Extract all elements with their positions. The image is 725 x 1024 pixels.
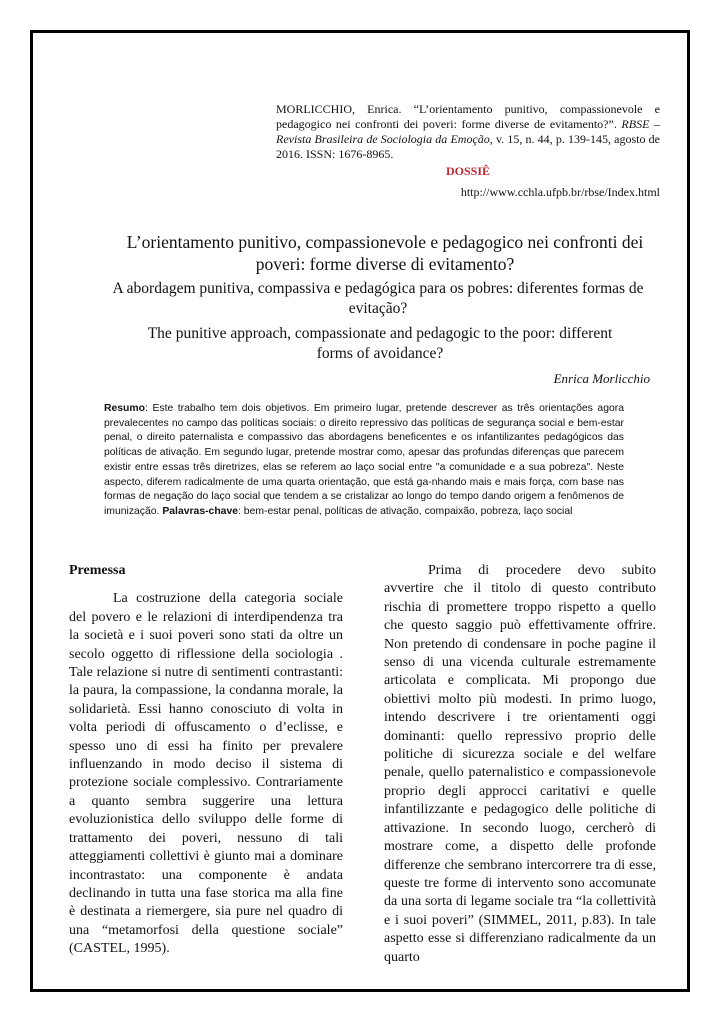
- keywords-text: : bem-estar penal, políticas de ativação, compaixão, pobreza, laço social: [238, 505, 573, 517]
- journal-url[interactable]: http://www.cchla.ufpb.br/rbse/Index.html: [460, 185, 660, 199]
- title-italian: L’orientamento punitivo, compassionevole e pedagogico nei confronti dei poveri: forme diverse di evitamento?: [126, 232, 644, 274]
- body-paragraph-right: Prima di procedere devo subito avvertire che il titolo di questo contributo rischia di promettere troppo rispetto a quello che questo saggio può effettivamente offrire. Non pretendo di condensare in poche pagine il senso di una vicenda culturale estremamente articolata e complicata. Mi propongo due obiettivi molto più modesti. In primo luogo, intendo descrivere i tre orientamenti oggi dominanti: quello repressivo proprio delle politiche di sicurezza sociale e del welfare penale, quello paternalistico e compassionevole proprio degli approcci caritativi e quelle infantilizzante e pedagogico delle politiche di attivazione. In secondo luogo, cercherò di mostrare come, a dispetto delle profonde differenze che sembrano intercorrere tra di esse, queste tre forme di intervento sono accomunate da una sorta di legame sociale tra “la collettività e i suoi poveri” (SIMMEL, 2011, p.83). In tale aspetto esse si differenziano radicalmente da un quarto: [384, 563, 656, 965]
- body-paragraph-left: La costruzione della categoria sociale del povero e le relazioni di interdipendenza tra la società e i suoi poveri sono stati da oltre un secolo oggetto di riflessione della sociologia . Tale relazione si nutre di sentimenti contrastanti: la paura, la compassione, la condanna morale, la solidarietà. Essi hanno conosciuto di volta in volta periodi di offuscamento o d’eclisse, e spesso uno di essi ha finito per prevalere influenzando in modo deciso il sistema di protezione sociale complessivo. Contrariamente a quanto sembra suggerire una lettura evoluzionistica dello sviluppo delle forme di trattamento dei poveri, nessuno di tali atteggiamenti collettivi è giunto mai a dominare incontrastato: una componente è andata declinando in tutta una fase storica ma alla fine è destinata a riemergere, sia pure nel quadro di una “metamorfosi della questione sociale” (CASTEL, 1995).: [69, 591, 343, 957]
- author-name: Enrica Morlicchio: [553, 371, 650, 386]
- keywords-label: Palavras-chave: [162, 505, 239, 517]
- section-label: DOSSIÊ: [445, 164, 491, 178]
- citation-authors: MORLICCHIO, Enrica. “L’orientamento punitivo, compassionevole e pedagogico nei confronti dei poveri: forme diverse de evitamento?”.: [276, 102, 660, 131]
- abstract-label: Resumo: [104, 403, 145, 414]
- citation-journal: RBSE – Revista Brasileira de Sociologia da Emoção: [276, 117, 660, 146]
- section-heading: Premessa: [69, 563, 126, 578]
- abstract-text: : Este trabalho tem dois objetivos. Em primeiro lugar, pretende descrever as três orientações agora prevalecentes no campo das políticas sociais: o direito repressivo das políticas de segurança social e bem-estar penal, o direito paternalista e compassivo das abordagens beneficentes e os infantilizantes pedagógicos das políticas de ativação. Em segundo lugar, pretende mostrar como, apesar das profundas diferenças que parecem existir entre essas três diretrizes, elas se referem ao laço social entre "a comunidade e a sua pobreza". Neste aspecto, diferem radicalmente de uma quarta orientação, que está ga-nhando mais e mais força, com base nas formas de negação do laço social que tendem a se cristalizar ao longo do tempo dando origem a fenômenos de imunização.: [104, 403, 624, 517]
- title-portuguese: A abordagem punitiva, compassiva e pedagógica para os pobres: diferentes formas de evitação?: [112, 280, 644, 317]
- body-column-left: [69, 562, 343, 959]
- citation-details: , v. 15, n. 44, p. 139-145, agosto de 2016. ISSN: 1676-8965.: [276, 132, 660, 161]
- citation: [276, 102, 660, 162]
- title-english: The punitive approach, compassionate and pedagogic to the poor: different forms of avoidance?: [147, 325, 613, 362]
- abstract: [104, 402, 624, 520]
- body-column-right: [384, 562, 656, 967]
